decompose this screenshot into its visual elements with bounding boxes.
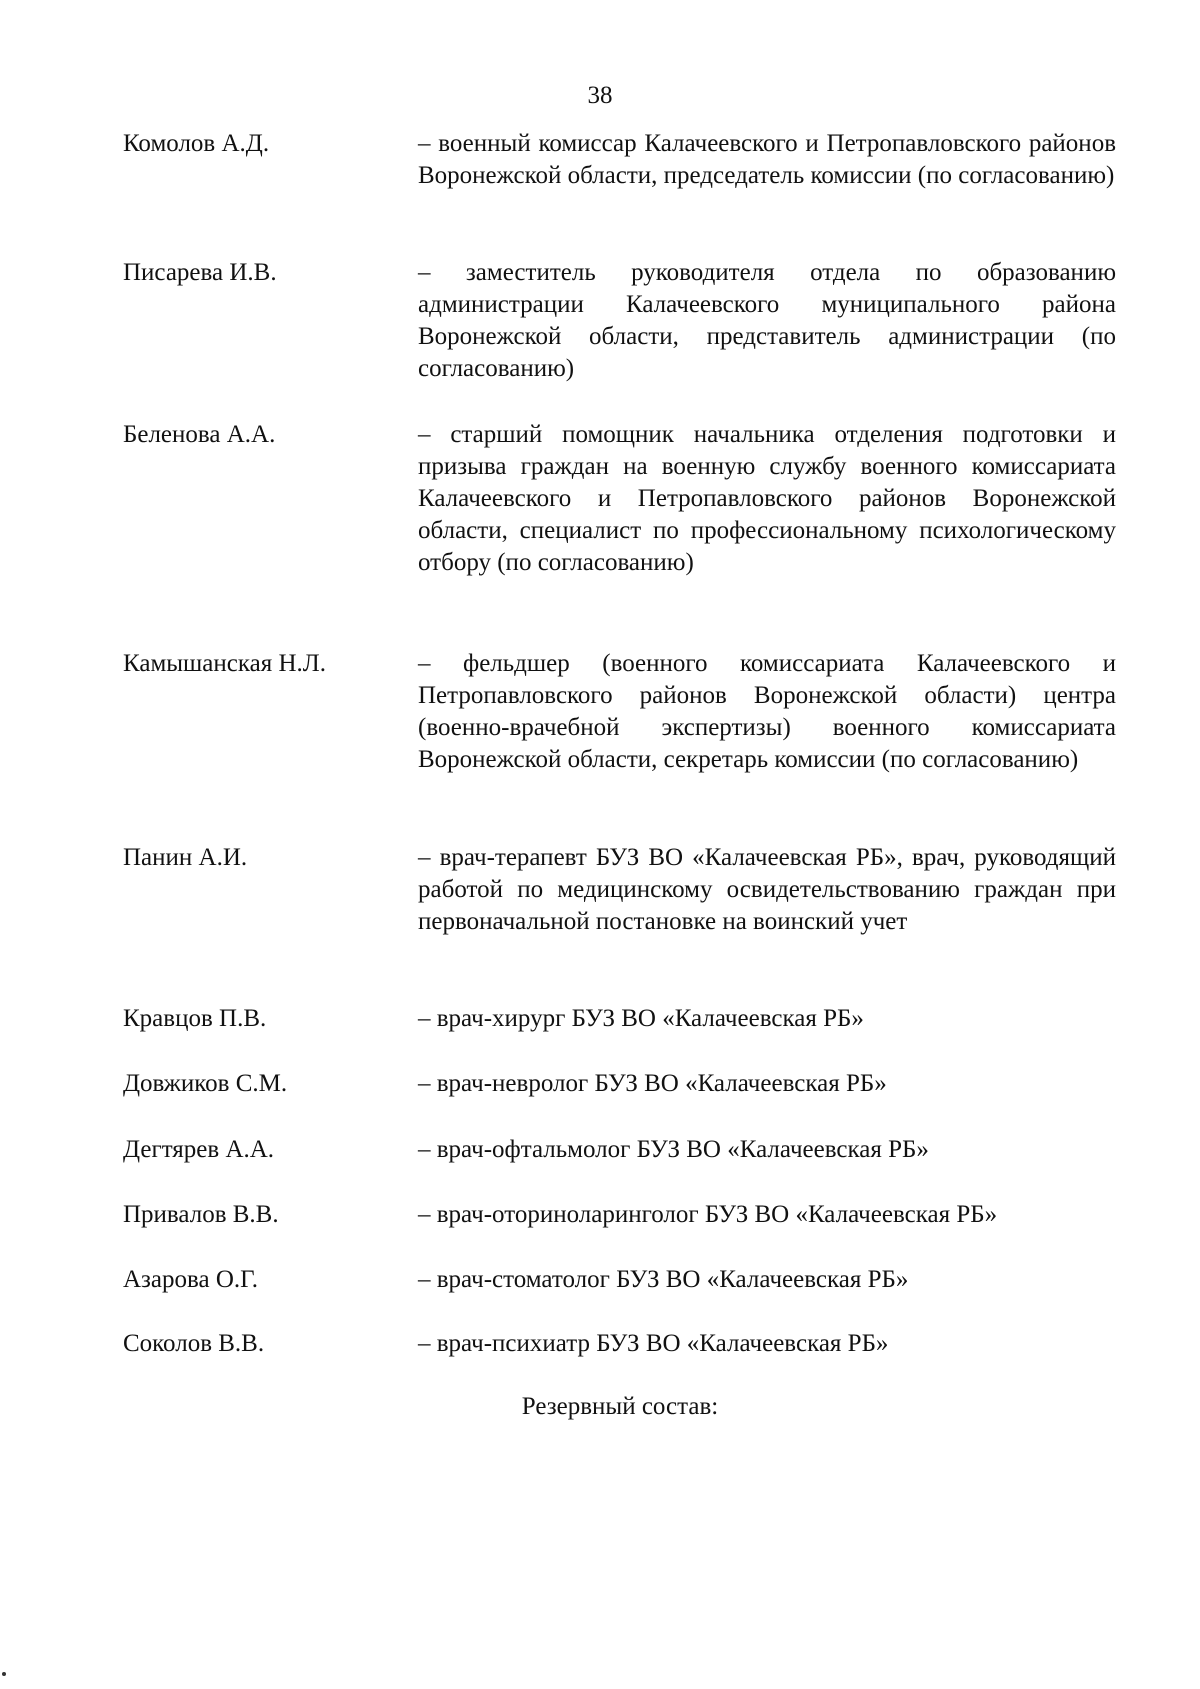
member-name: Камышанская Н.Л. [123, 650, 327, 677]
member-role: – врач-психиатр БУЗ ВО «Калачеевская РБ» [418, 1330, 889, 1357]
member-role: – врач-хирург БУЗ ВО «Калачеевская РБ» [418, 1005, 864, 1032]
member-role: – военный комиссар Калачеевского и Петропавловского районов Воронежской области, председатель комиссии (по согласованию) [418, 130, 1116, 189]
member-role: – старший помощник начальника отделения подготовки и призыва граждан на военную службу военного комиссариата Калачеевского и Петропавловского районов Воронежской области, специалист по профессиональному психологическому отбору (по согласованию) [418, 421, 1116, 576]
member-name: Соколов В.В. [123, 1330, 265, 1357]
member-name: Довжиков С.М. [123, 1070, 288, 1097]
member-role: – врач-терапевт БУЗ ВО «Калачеевская РБ», врач, руководящий работой по медицинскому освидетельствованию граждан при первоначальной постановке на воинский учет [418, 844, 1116, 935]
member-name: Беленова А.А. [123, 421, 276, 448]
member-name: Азарова О.Г. [123, 1266, 259, 1293]
reserve-heading: Резервный состав: [521, 1393, 719, 1420]
scan-speck [2, 1672, 6, 1676]
member-name: Писарева И.В. [123, 259, 277, 286]
member-role: – заместитель руководителя отдела по образованию администрации Калачеевского муниципального района Воронежской области, представитель администрации (по согласованию) [418, 259, 1116, 382]
member-name: Дегтярев А.А. [123, 1136, 275, 1163]
member-name: Кравцов П.В. [123, 1005, 267, 1032]
member-name: Комолов А.Д. [123, 130, 270, 157]
member-name: Привалов В.В. [123, 1201, 279, 1228]
member-name: Панин А.И. [123, 844, 248, 871]
member-role: – врач-оториноларинголог БУЗ ВО «Калачеевская РБ» [418, 1201, 998, 1228]
member-role: – врач-невролог БУЗ ВО «Калачеевская РБ» [418, 1070, 887, 1097]
page-number: 38 [587, 82, 613, 109]
member-role: – фельдшер (военного комиссариата Калачеевского и Петропавловского районов Воронежской области) центра (военно-врачебной экспертизы) военного комиссариата Воронежской области, секретарь комиссии (по согласованию) [418, 650, 1116, 773]
member-role: – врач-офтальмолог БУЗ ВО «Калачеевская РБ» [418, 1136, 929, 1163]
member-role: – врач-стоматолог БУЗ ВО «Калачеевская РБ» [418, 1266, 909, 1293]
